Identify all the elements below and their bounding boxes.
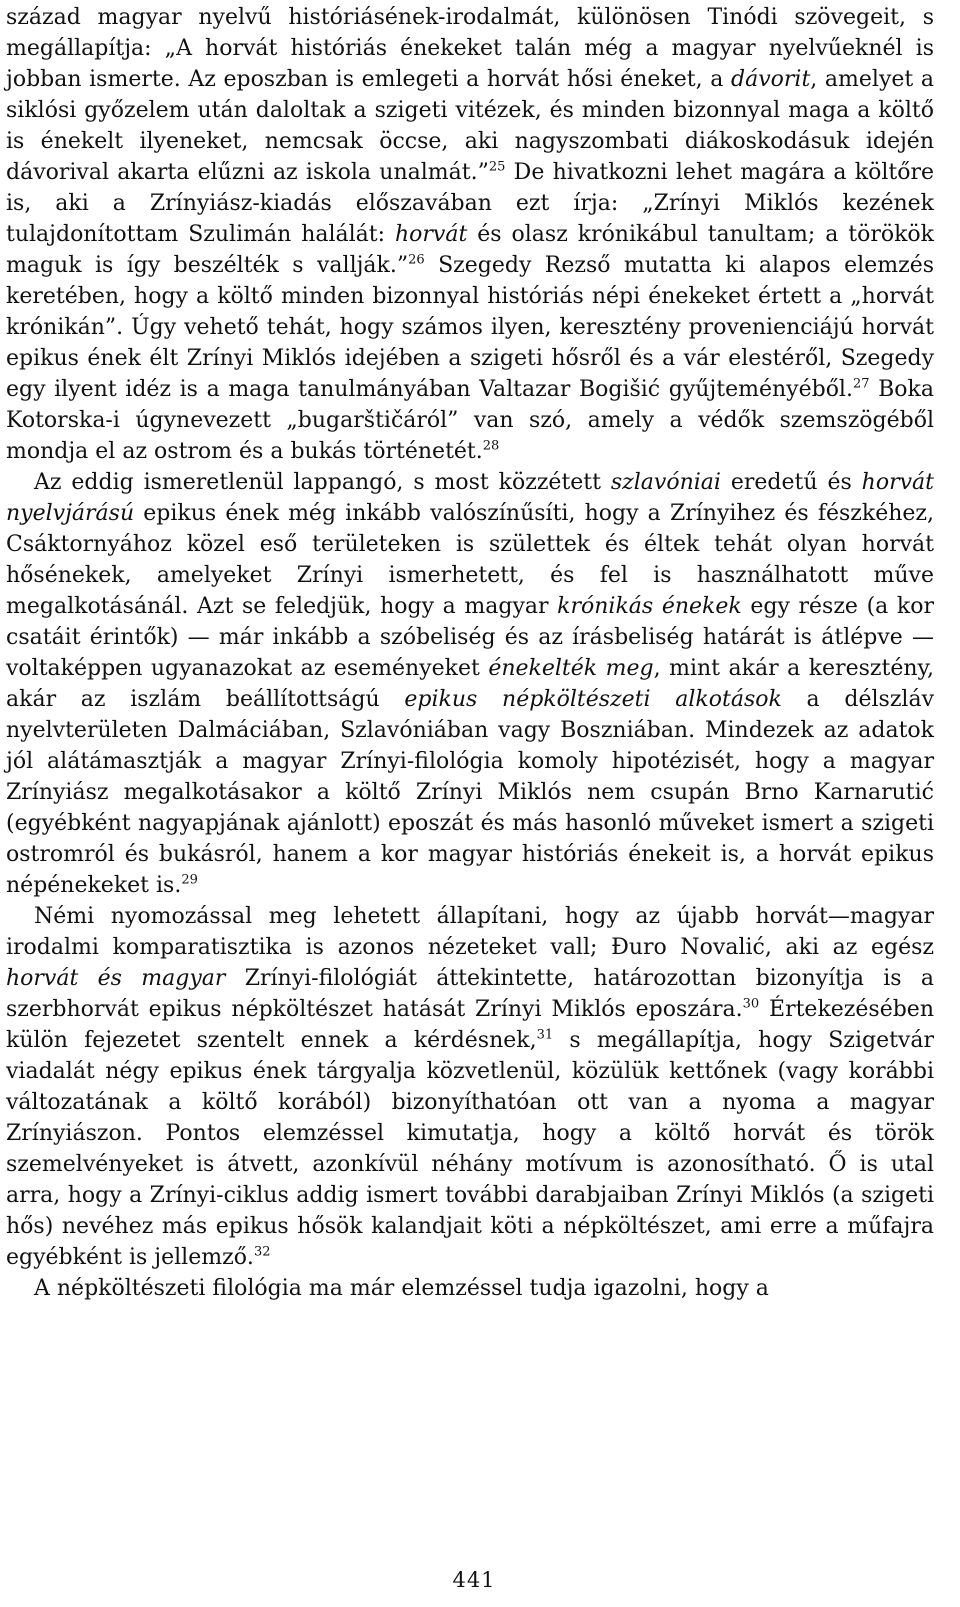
text-run: Szegedy Rezső mutatta ki alapos elemzés keretében, hogy a költő minden bizonnyal históriás népi énekeket értett a „horvát krónikán”. Úgy vehető tehát, hogy számos ilyen, keresztény provenienciájú horvát epikus ének élt Zrínyi Miklós idejében a szigeti hősről és a vár elestéről, Szegedy egy ilyent idéz is a maga tanulmányában Valtazar Bogišić gyűjteményéből. [6,253,935,402]
text-run: s megállapítja, hogy Szigetvár viadalát négy epikus ének tárgyalja közvetlenül, közülük kettőnek (vagy korábbi változatának a költő korából) bizonyíthatóan ott van a nyoma a magyar Zrínyiászon. Pontos elemzéssel kimutatja, hogy a költő horvát és török szemelvényeket is átvett, azonkívül néhány motívum is azonosítható. Ő is utal arra, hogy a Zrínyi-ciklus addig ismert további darabjaiban Zrínyi Miklós (a szigeti hős) nevéhez más epikus hősök kalandjait köti a népköltészet, ami erre a műfajra egyébként is jellemző. [6,1028,934,1270]
footnote-ref: 25 [488,159,506,175]
paragraph [6,2,934,467]
text-run: epikus ének még inkább valószínűsíti, hogy a Zrínyihez és fészkéhez, Csáktornyához közel eső területeken is születtek és éltek tehát olyan horvát hősénekek, amelyeket Zrínyi ismerhetett, és fel is használhatott műve megalkotásánál. Azt se feledjük, hogy a magyar [6,501,934,619]
page-number: 441 [452,1568,496,1592]
paragraph [6,467,934,901]
italic-phrase: horvát [394,222,468,247]
text-run: De hivatkozni lehet magára a költőre is, aki a Zrínyiász-kiadás előszavában ezt írja: „Zrínyi Miklós kezének tulajdonítottam Szulimán halálát: [6,160,935,247]
footnote-ref: 28 [482,438,500,454]
footnote-ref: 29 [181,872,198,888]
footnote-ref: 32 [253,1244,271,1260]
text-run: Némi nyomozással meg lehetett állapítani, hogy az újabb horvát—magyar irodalmi komparatisztika is azonos nézeteket vall; Đuro Novalić, aki az egész [6,904,934,960]
italic-phrase: horvát és magyar [6,966,226,991]
text-run: eredetű és [720,470,862,495]
text-run: Boka Kotorska-i úgynevezett „bugarštičáról” van szó, amely a védők szemszögéből mondja el az ostrom és a bukás történetét. [6,377,934,464]
text-run: a délszláv nyelvterületen Dalmáciában, Szlavóniában vagy Boszniában. Mindezek az adatok jól alátámasztják a magyar Zrínyi-filológia komoly hipotézisét, hogy a magyar Zrínyiász megalkotásakor a költő Zrínyi Miklós nem csupán Brno Karnarutić (egyébként nagyapjának ajánlott) eposzát és más hasonló műveket ismert a szigeti ostromról és bukásról, hanem a kor magyar históriás énekeit is, a horvát epikus népénekeket is. [6,687,934,898]
paragraph [6,901,934,1273]
italic-phrase: énekelték meg [488,656,654,681]
text-run: egy része (a kor csatáit érintők) — már inkább a szóbeliség és az írásbeliség határát is átlépve — voltaképpen ugyanazokat az eseményeket [6,594,935,681]
text-run: és olasz krónikábul tanultam; a törökök maguk is így beszélték s vallják.” [6,222,935,278]
text-run: század magyar nyelvű históriásének-irodalmát, különösen Tinódi szövegeit, s megállapítja: „A horvát históriás énekeket talán még a magyar nyelvűeknél is jobban ismerte. Az eposzban is emlegeti a horvát hősi éneket, a [6,5,934,92]
footnote-ref: 27 [852,376,870,392]
text-run: Zrínyi-filológiát áttekintette, határozottan bizonyítja is a szerbhorvát epikus népköltészet hatását Zrínyi Miklós eposzára. [6,966,934,1022]
footnote-ref: 31 [536,1027,554,1043]
footnote-ref: 30 [742,996,760,1012]
page-body [6,2,934,1304]
footnote-ref: 26 [408,252,425,268]
paragraph [6,1273,934,1304]
italic-phrase: epikus népköltészeti alkotások [404,687,782,712]
text-run: Értekezésében külön fejezetet szentelt ennek a kérdésnek, [6,997,934,1053]
italic-phrase: dávorit [731,67,811,92]
text-run: , amelyet a siklósi győzelem után daloltak a szigeti vitézek, és minden bizonnyal maga a költő is énekelt ilyeneket, nemcsak öccse, aki nagyszombati diákoskodásuk idején dávorival akarta elűzni az iskola unalmát.” [6,67,934,185]
italic-phrase: szlavóniai [610,470,721,495]
italic-phrase: krónikás énekek [557,594,742,619]
italic-phrase: horvát nyelvjárású [6,470,934,526]
text-run: , mint akár a keresztény, akár az iszlám beállítottságú [6,656,935,712]
text-run: A népköltészeti filológia ma már elemzéssel tudja igazolni, hogy a [34,1276,769,1301]
text-run: Az eddig ismeretlenül lappangó, s most közzétett [34,470,611,495]
